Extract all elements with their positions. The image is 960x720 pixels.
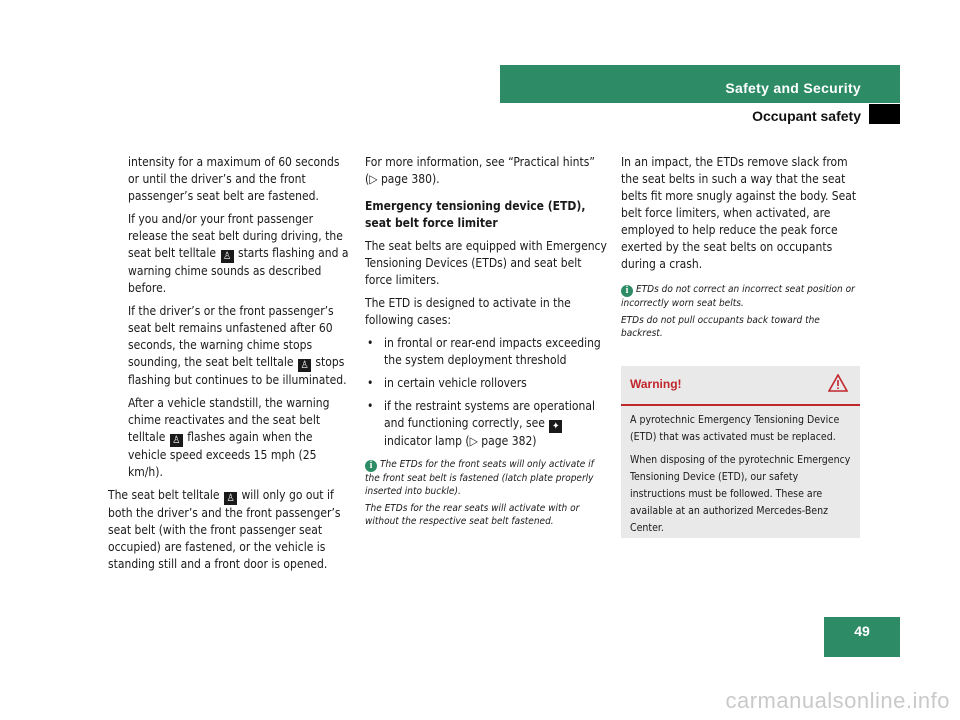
section-heading: Emergency tensioning device (ETD), seat belt force limiter bbox=[365, 199, 586, 230]
list-item bbox=[365, 335, 609, 369]
warning-text: A pyrotechnic Emergency Tensioning Device (ETD) that was activated must be replaced. bbox=[630, 414, 840, 443]
bullet-icon: • bbox=[367, 376, 374, 390]
column-1 bbox=[108, 154, 353, 579]
warning-body bbox=[621, 406, 860, 537]
paragraph: intensity for a maximum of 60 seconds or until the driver’s and the front passenger’s seat belt are fastened. bbox=[128, 155, 340, 203]
seatbelt-telltale-icon: ♙ bbox=[298, 359, 311, 372]
info-note bbox=[365, 458, 609, 498]
subsection-title: Occupant safety bbox=[752, 108, 861, 124]
warning-title: Warning! bbox=[630, 377, 682, 391]
seatbelt-telltale-icon: ♙ bbox=[221, 250, 234, 263]
list-item-text: indicator lamp (▷ page 382) bbox=[384, 434, 537, 448]
srs-indicator-icon: ✦ bbox=[549, 420, 562, 433]
seatbelt-telltale-icon: ♙ bbox=[224, 492, 237, 505]
info-note: The ETDs for the rear seats will activate with or without the respective seat belt fastened. bbox=[365, 503, 580, 527]
paragraph: In an impact, the ETDs remove slack from the seat belts in such a way that the seat belts fit more snugly against the body. Seat belt force limiters, when activated, are employed to help reduce the peak force exerted by the seat belts on occupants during a crash. bbox=[621, 155, 857, 271]
list-item-text: in frontal or rear-end impacts exceeding the system deployment threshold bbox=[384, 336, 601, 367]
info-icon: i bbox=[621, 285, 633, 297]
bullet-icon: • bbox=[367, 336, 374, 350]
list-item bbox=[365, 398, 609, 450]
text: The seat belt telltale bbox=[108, 488, 220, 502]
watermark: carmanualsonline.info bbox=[725, 688, 950, 713]
text: After a vehicle standstill, the warning chime reactivates and the seat belt telltale bbox=[128, 396, 330, 444]
paragraph: For more information, see “Practical hints” (▷ page 380). bbox=[365, 155, 595, 186]
note-text: ETDs do not correct an incorrect seat position or incorrectly worn seat belts. bbox=[621, 284, 855, 309]
paragraph bbox=[108, 487, 353, 573]
text: starts flashing and a warning chime sounds as described before. bbox=[128, 246, 349, 295]
bullet-icon: • bbox=[367, 399, 374, 413]
warning-box bbox=[621, 366, 860, 538]
info-note: ETDs do not pull occupants back toward the backrest. bbox=[621, 315, 820, 339]
warning-header bbox=[621, 366, 860, 406]
text: If you and/or your front passenger release the seat belt during driving, the seat belt telltale bbox=[128, 212, 343, 260]
paragraph bbox=[108, 211, 353, 297]
column-3 bbox=[621, 154, 861, 340]
note-text: The ETDs for the front seats will only activate if the front seat belt is fastened (latch plate properly inserted into buckle). bbox=[365, 459, 594, 497]
info-icon: i bbox=[365, 460, 377, 472]
list-item-text: if the restraint systems are operational and functioning correctly, see bbox=[384, 399, 595, 430]
column-2 bbox=[365, 154, 609, 528]
text: will only go out if both the driver’s and the front passenger’s seat belt (with the front passenger seat occupied) are fastened, or the vehicle is standing still and a front door is opened. bbox=[108, 488, 341, 571]
black-tab bbox=[869, 104, 900, 124]
info-note bbox=[621, 283, 861, 310]
warning-text: When disposing of the pyrotechnic Emergency Tensioning Device (ETD), our safety instructions must be followed. These are available at an authorized Mercedes-Benz Center. bbox=[630, 454, 851, 534]
text: If the driver’s or the front passenger’s seat belt remains unfastened after 60 seconds, the warning chime stops sounding, the seat belt telltale bbox=[128, 304, 334, 369]
paragraph bbox=[108, 303, 353, 389]
text: flashes again when the vehicle speed exceeds 15 mph (25 km/h). bbox=[128, 430, 317, 479]
seatbelt-telltale-icon: ♙ bbox=[170, 434, 183, 447]
list-item bbox=[365, 375, 609, 392]
section-title: Safety and Security bbox=[725, 80, 861, 96]
paragraph: The seat belts are equipped with Emergency Tensioning Devices (ETDs) and seat belt force limiters. bbox=[365, 239, 607, 287]
paragraph bbox=[108, 395, 353, 481]
paragraph: The ETD is designed to activate in the following cases: bbox=[365, 296, 571, 327]
page-number: 49 bbox=[854, 623, 870, 639]
warning-triangle-icon bbox=[828, 374, 848, 392]
text: stops flashing but continues to be illuminated. bbox=[128, 355, 347, 387]
list-item-text: in certain vehicle rollovers bbox=[384, 376, 527, 390]
page-number-box bbox=[824, 617, 900, 657]
